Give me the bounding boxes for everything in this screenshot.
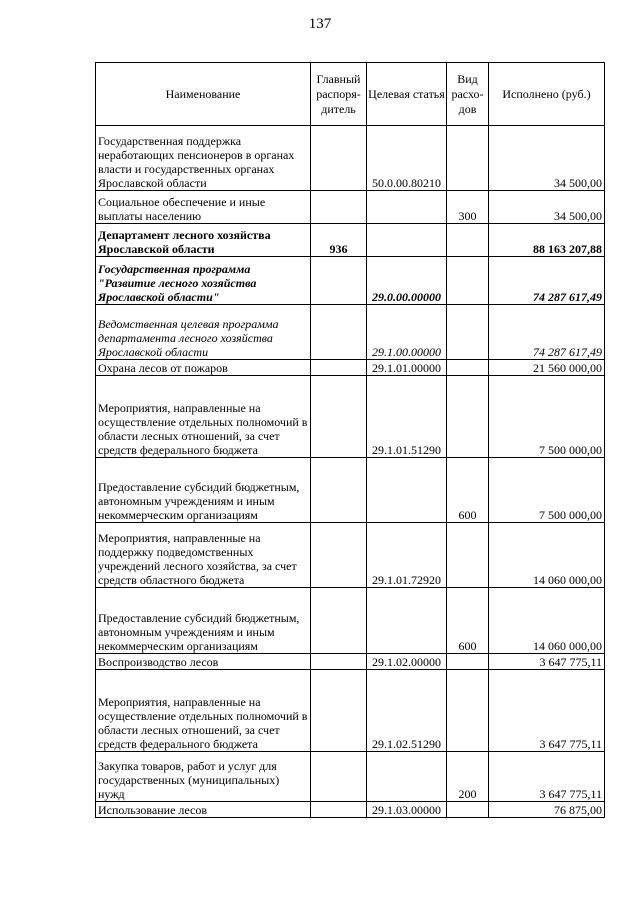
cell-main-administrator xyxy=(311,670,367,752)
cell-expense-type: 300 xyxy=(447,191,489,224)
table-row xyxy=(96,670,605,752)
header-main-administrator: Главный распоря-дитель xyxy=(311,63,367,126)
cell-expense-type xyxy=(447,126,489,191)
cell-name: Департамент лесного хозяйства Ярославской области xyxy=(96,224,311,257)
cell-executed: 7 500 000,00 xyxy=(489,458,605,523)
cell-executed: 74 287 617,49 xyxy=(489,257,605,305)
header-expense-type: Вид расхо-дов xyxy=(447,63,489,126)
cell-expense-type xyxy=(447,654,489,670)
cell-expense-type: 600 xyxy=(447,588,489,654)
cell-expense-type xyxy=(447,523,489,588)
cell-target-article xyxy=(367,458,447,523)
cell-executed: 76 875,00 xyxy=(489,802,605,818)
page-number: 137 xyxy=(308,16,332,32)
cell-name: Охрана лесов от пожаров xyxy=(96,360,311,376)
cell-name: Государственная поддержка неработающих пенсионеров в органах власти и государственных органах Ярославской области xyxy=(96,126,311,191)
cell-target-article xyxy=(367,191,447,224)
cell-main-administrator xyxy=(311,458,367,523)
table-row xyxy=(96,305,605,360)
table-row xyxy=(96,752,605,802)
cell-target-article: 29.1.01.72920 xyxy=(367,523,447,588)
cell-executed: 3 647 775,11 xyxy=(489,670,605,752)
table-row xyxy=(96,224,605,257)
cell-main-administrator xyxy=(311,588,367,654)
table-body xyxy=(96,126,605,818)
cell-executed: 7 500 000,00 xyxy=(489,376,605,458)
table-row xyxy=(96,191,605,224)
cell-name: Мероприятия, направленные на поддержку подведомственных учреждений лесного хозяйства, за счет средств областного бюджета xyxy=(96,523,311,588)
cell-name: Предоставление субсидий бюджетным, автономным учреждениям и иным некоммерческим организациям xyxy=(96,458,311,523)
cell-target-article xyxy=(367,588,447,654)
cell-main-administrator xyxy=(311,752,367,802)
cell-executed: 14 060 000,00 xyxy=(489,523,605,588)
cell-expense-type: 200 xyxy=(447,752,489,802)
table-row xyxy=(96,588,605,654)
table-header xyxy=(96,63,605,126)
table-row xyxy=(96,802,605,818)
cell-expense-type xyxy=(447,802,489,818)
budget-table xyxy=(95,62,605,818)
cell-name: Закупка товаров, работ и услуг для государственных (муниципальных) нужд xyxy=(96,752,311,802)
cell-target-article: 29.1.02.51290 xyxy=(367,670,447,752)
cell-executed: 34 500,00 xyxy=(489,191,605,224)
cell-main-administrator xyxy=(311,305,367,360)
cell-expense-type xyxy=(447,305,489,360)
cell-name: Мероприятия, направленные на осуществление отдельных полномочий в области лесных отношений, за счет средств федерального бюджета xyxy=(96,376,311,458)
cell-target-article xyxy=(367,752,447,802)
cell-target-article: 29.1.03.00000 xyxy=(367,802,447,818)
cell-name: Предоставление субсидий бюджетным, автономным учреждениям и иным некоммерческим организациям xyxy=(96,588,311,654)
cell-name: Социальное обеспечение и иные выплаты населению xyxy=(96,191,311,224)
table-row xyxy=(96,654,605,670)
cell-executed: 3 647 775,11 xyxy=(489,654,605,670)
table-row xyxy=(96,257,605,305)
cell-executed: 74 287 617,49 xyxy=(489,305,605,360)
cell-target-article: 50.0.00.80210 xyxy=(367,126,447,191)
cell-expense-type xyxy=(447,224,489,257)
table-row xyxy=(96,360,605,376)
cell-name: Использование лесов xyxy=(96,802,311,818)
cell-target-article: 29.1.01.51290 xyxy=(367,376,447,458)
cell-main-administrator xyxy=(311,376,367,458)
header-executed: Исполнено (руб.) xyxy=(489,63,605,126)
cell-name: Ведомственная целевая программа департамента лесного хозяйства Ярославской области xyxy=(96,305,311,360)
cell-expense-type: 600 xyxy=(447,458,489,523)
cell-executed: 14 060 000,00 xyxy=(489,588,605,654)
cell-name: Мероприятия, направленные на осуществление отдельных полномочий в области лесных отношений, за счет средств федерального бюджета xyxy=(96,670,311,752)
cell-name: Государственная программа "Развитие лесного хозяйства Ярославской области" xyxy=(96,257,311,305)
cell-expense-type xyxy=(447,670,489,752)
cell-target-article: 29.1.02.00000 xyxy=(367,654,447,670)
cell-target-article: 29.1.00.00000 xyxy=(367,305,447,360)
cell-main-administrator: 936 xyxy=(311,224,367,257)
cell-main-administrator xyxy=(311,126,367,191)
cell-name: Воспроизводство лесов xyxy=(96,654,311,670)
cell-executed: 34 500,00 xyxy=(489,126,605,191)
cell-main-administrator xyxy=(311,523,367,588)
cell-expense-type xyxy=(447,360,489,376)
cell-main-administrator xyxy=(311,802,367,818)
table-row xyxy=(96,458,605,523)
table-row xyxy=(96,376,605,458)
header-name: Наименование xyxy=(96,63,311,126)
cell-target-article: 29.0.00.00000 xyxy=(367,257,447,305)
cell-main-administrator xyxy=(311,360,367,376)
cell-main-administrator xyxy=(311,191,367,224)
table-row xyxy=(96,126,605,191)
cell-main-administrator xyxy=(311,257,367,305)
cell-executed: 88 163 207,88 xyxy=(489,224,605,257)
cell-expense-type xyxy=(447,376,489,458)
cell-executed: 21 560 000,00 xyxy=(489,360,605,376)
cell-target-article: 29.1.01.00000 xyxy=(367,360,447,376)
table-row xyxy=(96,523,605,588)
cell-expense-type xyxy=(447,257,489,305)
cell-target-article xyxy=(367,224,447,257)
cell-main-administrator xyxy=(311,654,367,670)
cell-executed: 3 647 775,11 xyxy=(489,752,605,802)
header-target-article: Целевая статья xyxy=(367,63,447,126)
